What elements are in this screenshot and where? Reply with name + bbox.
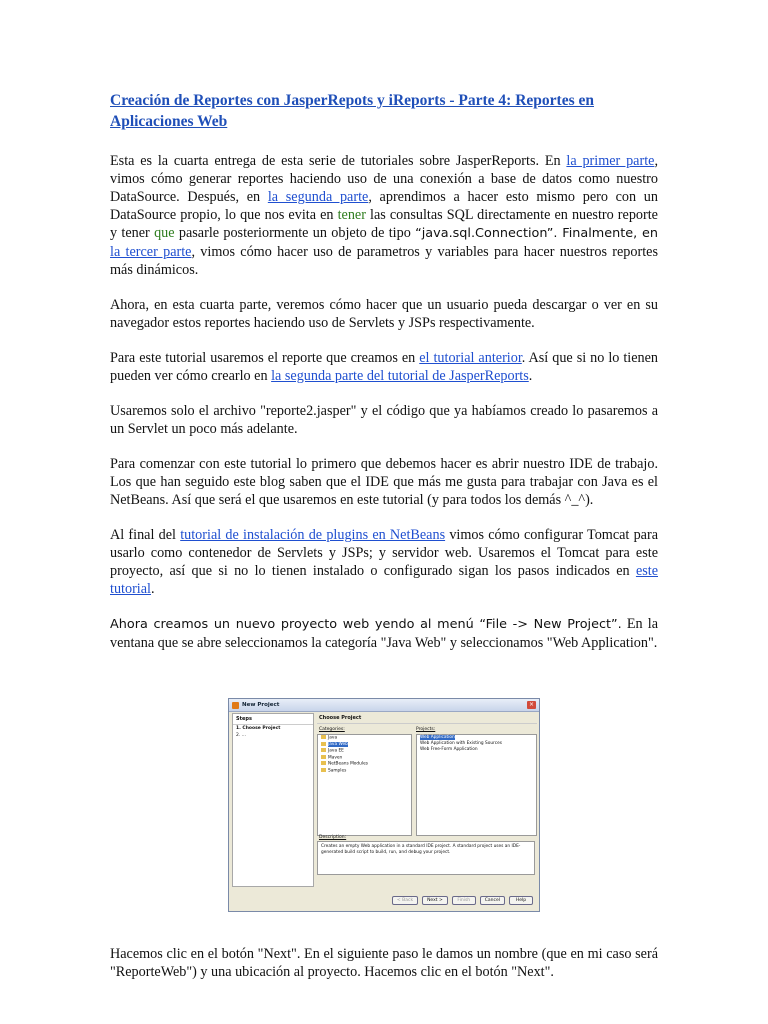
category-item: Java <box>318 735 411 742</box>
link-este-tutorial[interactable]: este tutorial <box>110 563 658 597</box>
text: Esta es la cuarta entrega de esta serie de tutoriales sobre JasperReports. En <box>110 153 567 169</box>
category-item: Java Web <box>318 742 411 749</box>
text: . <box>150 581 155 597</box>
link-segunda-parte-tutorial[interactable]: la segunda parte del tutorial de JasperReports <box>271 368 529 384</box>
projects-label: Projects: <box>416 727 436 732</box>
text: . Así que si no lo tienen pueden ver cómo crearlo en <box>110 350 659 384</box>
text: En la ventana que se abre seleccionamos la categoría "Java Web" y seleccionamos "Web Application". <box>110 616 658 651</box>
project-item: Web Free-Form Application <box>420 747 478 752</box>
step-item: 1. Choose Project <box>236 726 281 731</box>
article-body <box>110 90 658 669</box>
text: vimos cómo configurar Tomcat para usarlo como contenedor de Servlets y JSPs; y servidor web. Usaremos el Tomcat para este proyecto, así que si no lo tienen instalado o configurado sigan los pasos indicados en <box>110 527 658 579</box>
projects-list <box>416 734 537 836</box>
paragraph-8: Hacemos clic en el botón "Next". En el siguiente paso le damos un nombre (que en mi caso será "ReporteWeb") y una ubicación al proyecto. Hacemos clic en el botón "Next". <box>110 946 658 980</box>
folder-icon <box>321 761 326 765</box>
paragraph-5: Para comenzar con este tutorial lo primero que debemos hacer es abrir nuestro IDE de trabajo. Los que han seguido este blog saben que el IDE que más me gusta para trabajar con Java es el NetBeans. Así que será el que usaremos en este tutorial (y para todos los demás ^_^). <box>110 456 658 508</box>
dialog-buttons <box>392 896 533 905</box>
paragraph-7 <box>110 615 658 652</box>
step-item: 2. ... <box>236 733 247 738</box>
text: Para este tutorial usaremos el reporte que creamos en <box>110 350 420 366</box>
choose-project-panel <box>317 713 537 885</box>
paragraph-6 <box>110 526 658 598</box>
new-project-dialog-screenshot <box>228 698 540 912</box>
text: Ahora creamos un nuevo proyecto web yendo al menú “File -> New Project”. <box>110 617 622 632</box>
folder-icon <box>321 755 326 759</box>
paragraph-2: Ahora, en esta cuarta parte, veremos cómo hacer que un usuario pueda descargar o ver en su navegador estos reportes haciendo uso de Servlets y JSPs respectivamente. <box>110 297 658 331</box>
link-tercer-parte[interactable]: la tercer parte <box>110 244 192 260</box>
category-item: Samples <box>318 768 411 775</box>
help-button: Help <box>509 896 533 905</box>
highlight-word: tener <box>337 207 366 223</box>
description-box: Creates an empty Web application in a standard IDE project. A standard project uses an IDE-generated build script to build, run, and debug your project. <box>317 841 535 875</box>
paragraph-3 <box>110 349 658 385</box>
text: , aprendimos a hacer esto mismo pero con un DataSource propio, lo que nos evita en <box>110 189 658 223</box>
link-segunda-parte[interactable]: la segunda parte <box>267 189 369 205</box>
description-label: Description: <box>319 835 347 840</box>
category-item: Maven <box>318 755 411 762</box>
categories-list <box>317 734 412 836</box>
paragraph-intro <box>110 152 658 279</box>
paragraph-4: Usaremos solo el archivo "reporte2.jasper" y el código que ya habíamos creado lo pasaremos a un Servlet un poco más adelante. <box>110 403 658 437</box>
folder-icon <box>321 748 326 752</box>
text: Al final del <box>110 527 181 543</box>
link-tutorial-plugins[interactable]: tutorial de instalación de plugins en NetBeans <box>180 527 446 543</box>
code-text: “java.sql.Connection”. Finalmente, en <box>415 226 658 241</box>
finish-button: Finish <box>452 896 476 905</box>
text: , vimos cómo hacer uso de parametros y variables para hacer nuestros reportes más dinámicos. <box>110 244 658 278</box>
project-item: Web Application with Existing Sources <box>420 741 502 746</box>
netbeans-icon <box>232 702 239 709</box>
dialog-titlebar <box>229 699 539 712</box>
highlight-word: que <box>154 225 175 241</box>
choose-project-header: Choose Project <box>317 713 537 724</box>
close-icon: × <box>528 701 535 708</box>
cancel-button: Cancel <box>480 896 505 905</box>
category-item: NetBeans Modules <box>318 761 411 768</box>
category-item: Java EE <box>318 748 411 755</box>
article-title[interactable]: Creación de Reportes con JasperRepots y iReports - Parte 4: Reportes en Aplicaciones Web <box>110 92 594 130</box>
categories-label: Categories: <box>319 727 345 732</box>
link-primer-parte[interactable]: la primer parte <box>566 153 655 169</box>
folder-icon <box>321 742 326 746</box>
steps-header: Steps <box>233 714 313 725</box>
dialog-title: New Project <box>242 702 280 708</box>
text: . <box>528 368 533 384</box>
folder-icon <box>321 735 326 739</box>
text: pasarle posteriormente un objeto de tipo <box>174 225 416 241</box>
link-tutorial-anterior[interactable]: el tutorial anterior <box>419 350 522 366</box>
text: , vimos cómo generar reportes haciendo uso de una conexión a base de datos como nuestro DataSource. Después, en <box>110 153 658 205</box>
project-item: Web Application <box>420 735 455 740</box>
text: las consultas SQL directamente en nuestro reporte y tener <box>110 207 658 241</box>
steps-panel <box>232 713 314 887</box>
folder-icon <box>321 768 326 772</box>
article-body-continued <box>110 945 658 998</box>
back-button: < Back <box>392 896 418 905</box>
next-button: Next > <box>422 896 448 905</box>
